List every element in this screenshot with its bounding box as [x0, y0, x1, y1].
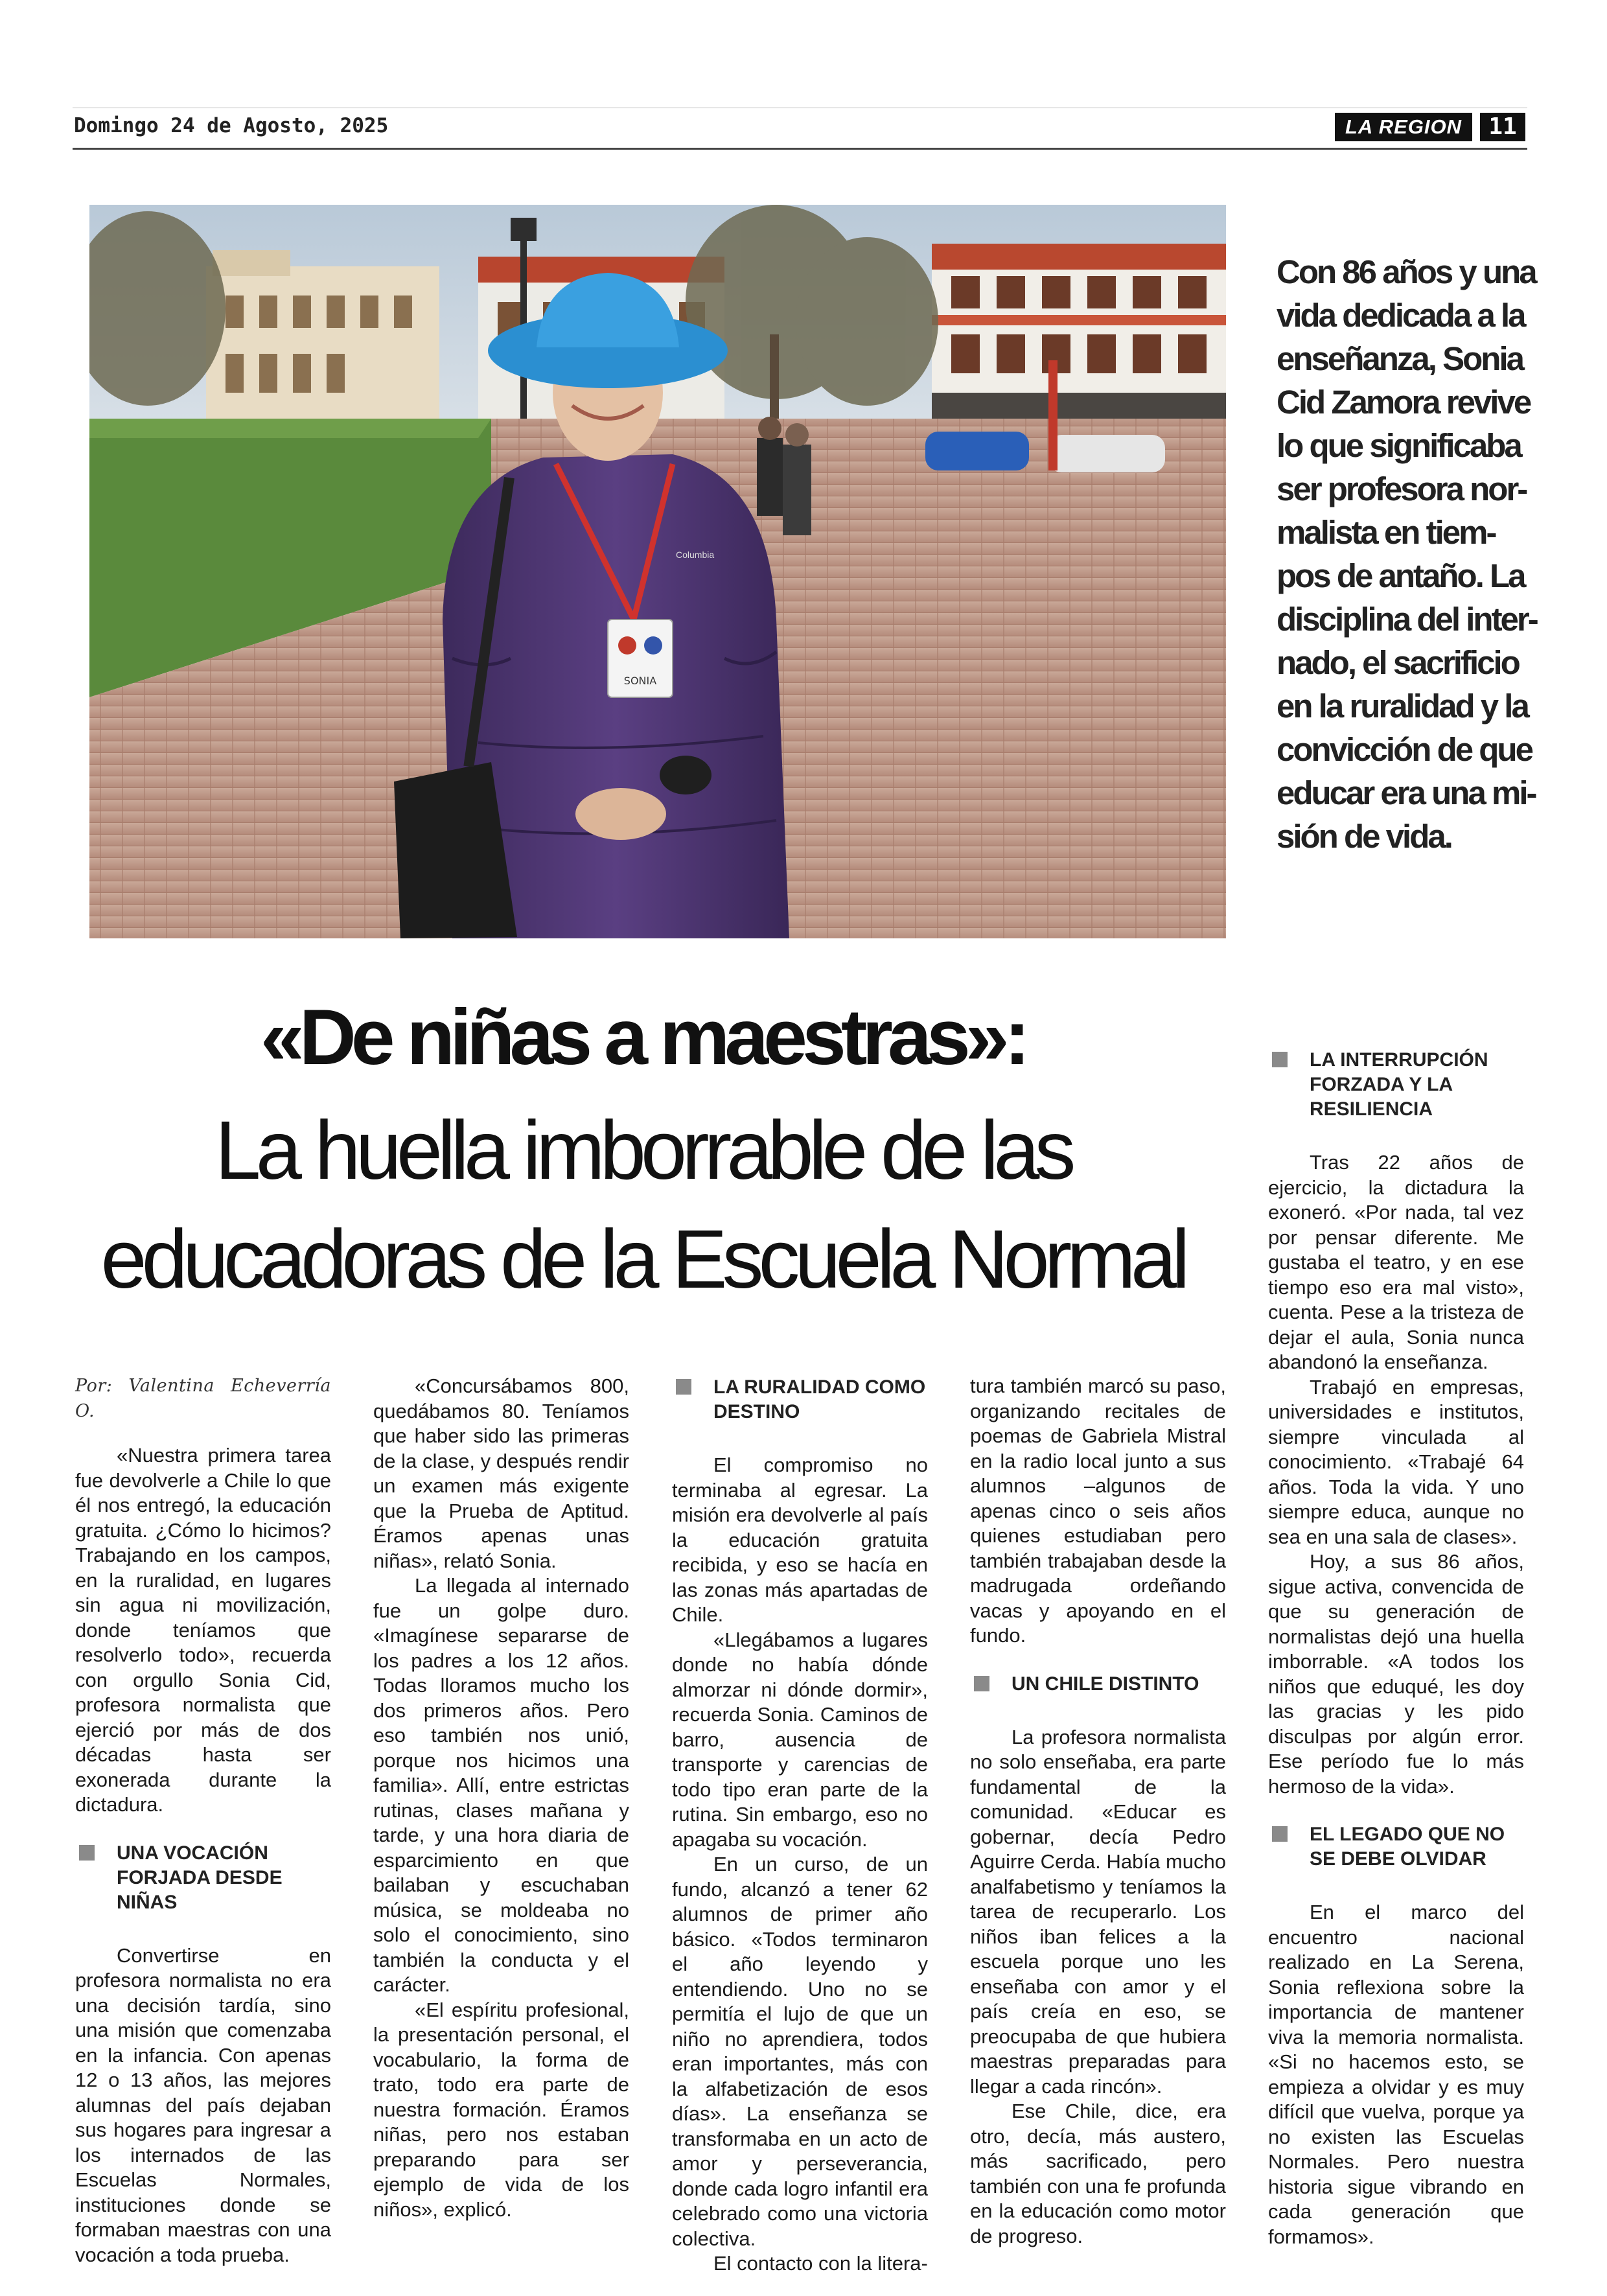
byline: Por: Valentina Echeverría O.	[75, 1376, 331, 1421]
bullet-square-icon	[79, 1845, 95, 1861]
pull-quote-line: educar era una mi-	[1277, 774, 1536, 811]
paragraph: Tras 22 años de ejercicio, la dictadura la exoneró. «Por nada, tal vez por pensar diferente. Me gustaba el teatro, y en ese tiempo eso era mal visto», cuenta. Pese a la tristeza de dejar el aula, Sonia nunca abandonó la enseñanza.	[1268, 1151, 1524, 1373]
headline-line-1: La huella imborrable de las	[214, 1104, 1071, 1197]
subheading-text: LA RURALIDAD COMO DESTINO	[713, 1376, 926, 1422]
bullet-square-icon	[1272, 1826, 1288, 1842]
article-photo	[89, 205, 1226, 938]
page-header	[73, 108, 1527, 149]
header-date: Domingo 24 de Agosto, 2025	[74, 114, 389, 137]
pull-quote-line: malista en tiem-	[1277, 514, 1496, 551]
pull-quote-line: Con 86 años y una	[1277, 253, 1536, 290]
bullet-square-icon	[1272, 1052, 1288, 1067]
page-number: 11	[1480, 113, 1525, 141]
paragraph: tura también marcó su paso, organizando recitales de poemas de Gabriela Mistral en la radio local junto a sus alumnos –algunos de apenas cinco o seis años quienes estudiaban pero también trabajaban desde la madrugada ordeñando vacas y apoyando en el fundo.	[970, 1374, 1226, 1647]
pull-quote-line: disciplina del inter-	[1277, 601, 1537, 638]
pull-quote-line: nado, el sacrificio	[1277, 644, 1519, 681]
subheading-text: LA INTERRUPCIÓN FORZADA Y LA RESILIENCIA	[1310, 1049, 1488, 1120]
headline	[73, 1096, 1213, 1314]
pull-quote	[1277, 250, 1549, 858]
article-column-5	[1268, 1047, 1524, 2249]
paragraph: Ese Chile, dice, era otro, decía, más austero, más sacrificado, pero también con una fe profunda en la educación como motor de progreso.	[970, 2100, 1226, 2247]
subheading	[1268, 1822, 1524, 1872]
paragraph: «El espíritu profesional, la presentación personal, el vocabulario, la forma de trato, todo era parte de nuestra formación. Éramos niñas, pero nos estaban preparando para ser ejemplo de vida de los niños», explicó.	[373, 1998, 629, 2221]
subheading	[75, 1841, 331, 1915]
subheading	[1268, 1048, 1524, 1122]
paragraph: «Concursábamos 800, quedábamos 80. Teníamos que haber sido las primeras de la clase, y después rendir un examen más exigente que la Prueba de Aptitud. Éramos apenas unas niñas», relató Sonia.	[373, 1374, 629, 1572]
article-column-4	[970, 1374, 1226, 2249]
photo-illustration	[89, 205, 1226, 938]
paragraph: En el marco del encuentro nacional realizado en La Serena, Sonia reflexiona sobre la importancia de mantener viva la memoria normalista. «Si no hacemos esto, se empieza a olvidar y es muy difícil que vuelva, porque ya no existen las Escuelas Normales. Pero nuestra historia sigue vibrando en cada generación que formamos».	[1268, 1901, 1524, 2248]
subheading-text: UNA VOCACIÓN FORJADA DESDE NIÑAS	[117, 1842, 283, 1913]
paragraph: El compromiso no terminaba al egresar. La misión era devolverle al país la educación gratuita recibida, y eso se hacía en las zonas más apartadas de Chile.	[672, 1454, 928, 1626]
pull-quote-line: ser profesora nor-	[1277, 470, 1527, 507]
pull-quote-line: enseñanza, Sonia	[1277, 340, 1523, 377]
pull-quote-line: sión de vida.	[1277, 818, 1451, 855]
pull-quote-line: pos de antaño. La	[1277, 557, 1525, 594]
bullet-square-icon	[974, 1676, 989, 1691]
paragraph: El contacto con la litera-	[713, 2252, 928, 2275]
paragraph: La profesora normalista no solo enseñaba, era parte fundamental de la comunidad. «Educar es gobernar, decía Pedro Aguirre Cerda. Había mucho analfabetismo y teníamos la tarea de recuperarlo. Los niños iban felices a la escuela porque uno les enseñaba con amor y el país creía en eso, se preocupaba de que hubiera maestras preparadas para llegar a cada rincón».	[970, 1725, 1226, 2098]
newspaper-logo: LA REGION	[1335, 113, 1472, 141]
article-column-3	[672, 1374, 928, 2277]
subheading	[970, 1672, 1226, 1697]
article-column-2	[373, 1374, 629, 2222]
paragraph: En un curso, de un fundo, alcanzó a tener 62 alumnos de primer año básico. «Todos terminaron el año leyendo y entendiendo. Uno no se permitía el lujo de que un niño no aprendiera, todos eran importantes, más con la alfabetización de esos días». La enseñanza se transformaba en un acto de amor y perseverancia, donde cada logro infantil era celebrado como una victoria colectiva.	[672, 1853, 928, 2250]
paragraph: «Llegábamos a lugares donde no había dónde almorzar ni dónde dormir», recuerda Sonia. Caminos de barro, ausencia de transporte y carencias de todo tipo eran parte de la rutina. Sin embargo, eso no apagaba su vocación.	[672, 1628, 928, 1851]
paragraph: Trabajó en empresas, universidades e institutos, siempre vinculada al conocimiento. «Trabajé 64 años. Toda la vida. Y uno siempre educa, aunque no sea en una sala de clases».	[1268, 1375, 1524, 1548]
subheading-text: EL LEGADO QUE NO SE DEBE OLVIDAR	[1310, 1824, 1505, 1870]
pull-quote-line: Cid Zamora revive	[1277, 384, 1531, 421]
pull-quote-line: lo que significaba	[1277, 427, 1521, 464]
subheading-text: UN CHILE DISTINTO	[1012, 1673, 1199, 1695]
headline-kicker: «De niñas a maestras»:	[260, 993, 1026, 1081]
pull-quote-line: en la ruralidad y la	[1277, 688, 1528, 725]
pull-quote-line: vida dedicada a la	[1277, 297, 1525, 334]
header-rule	[73, 148, 1527, 150]
subheading	[672, 1375, 928, 1424]
paragraph: «Nuestra primera tarea fue devolverle a Chile lo que él nos entregó, la educación gratuita. ¿Cómo lo hicimos? Trabajando en los campos, en la ruralidad, en lugares sin agua ni movilización, donde teníamos que resolverlo todo», recuerda con orgullo Sonia Cid, profesora normalista que ejerció por más de dos décadas hasta ser exonerada durante la dictadura.	[75, 1444, 331, 1816]
paragraph: Convertirse en profesora normalista no era una decisión tardía, sino una misión que comenzaba en la infancia. Con apenas 12 o 13 años, las mejores alumnas del país dejaban sus hogares para ingresar a los internados de las Escuelas Normales, instituciones donde se formaban maestras con una vocación a toda prueba.	[75, 1943, 331, 2266]
headline-line-2: educadoras de la Escuela Normal	[100, 1213, 1185, 1306]
paragraph: Hoy, a sus 86 años, sigue activa, convencida de que su generación de normalistas dejó una huella imborrable. «A todos los niños que eduqué, les doy las gracias y les pido disculpas por algún error. Ese período fue lo más hermoso de la vida».	[1268, 1550, 1524, 1798]
badge-name: SONIA	[623, 675, 657, 687]
paragraph: La llegada al internado fue un golpe duro. «Imagínese separarse de los padres a los 12 años. Todas lloramos mucho los dos primeros años. Pero eso también nos unió, porque nos hicimos una familia». Allí, entre estrictas rutinas, clases mañana y tarde, y una hora diaria de esparcimiento en que bailaban y escuchaban música, se moldeaba no solo el conocimiento, sino también la conducta y el carácter.	[373, 1574, 629, 1996]
pull-quote-line: convicción de que	[1277, 731, 1532, 768]
jacket-brand: Columbia	[676, 550, 715, 560]
article-column-1	[75, 1374, 331, 2267]
bullet-square-icon	[676, 1379, 691, 1395]
